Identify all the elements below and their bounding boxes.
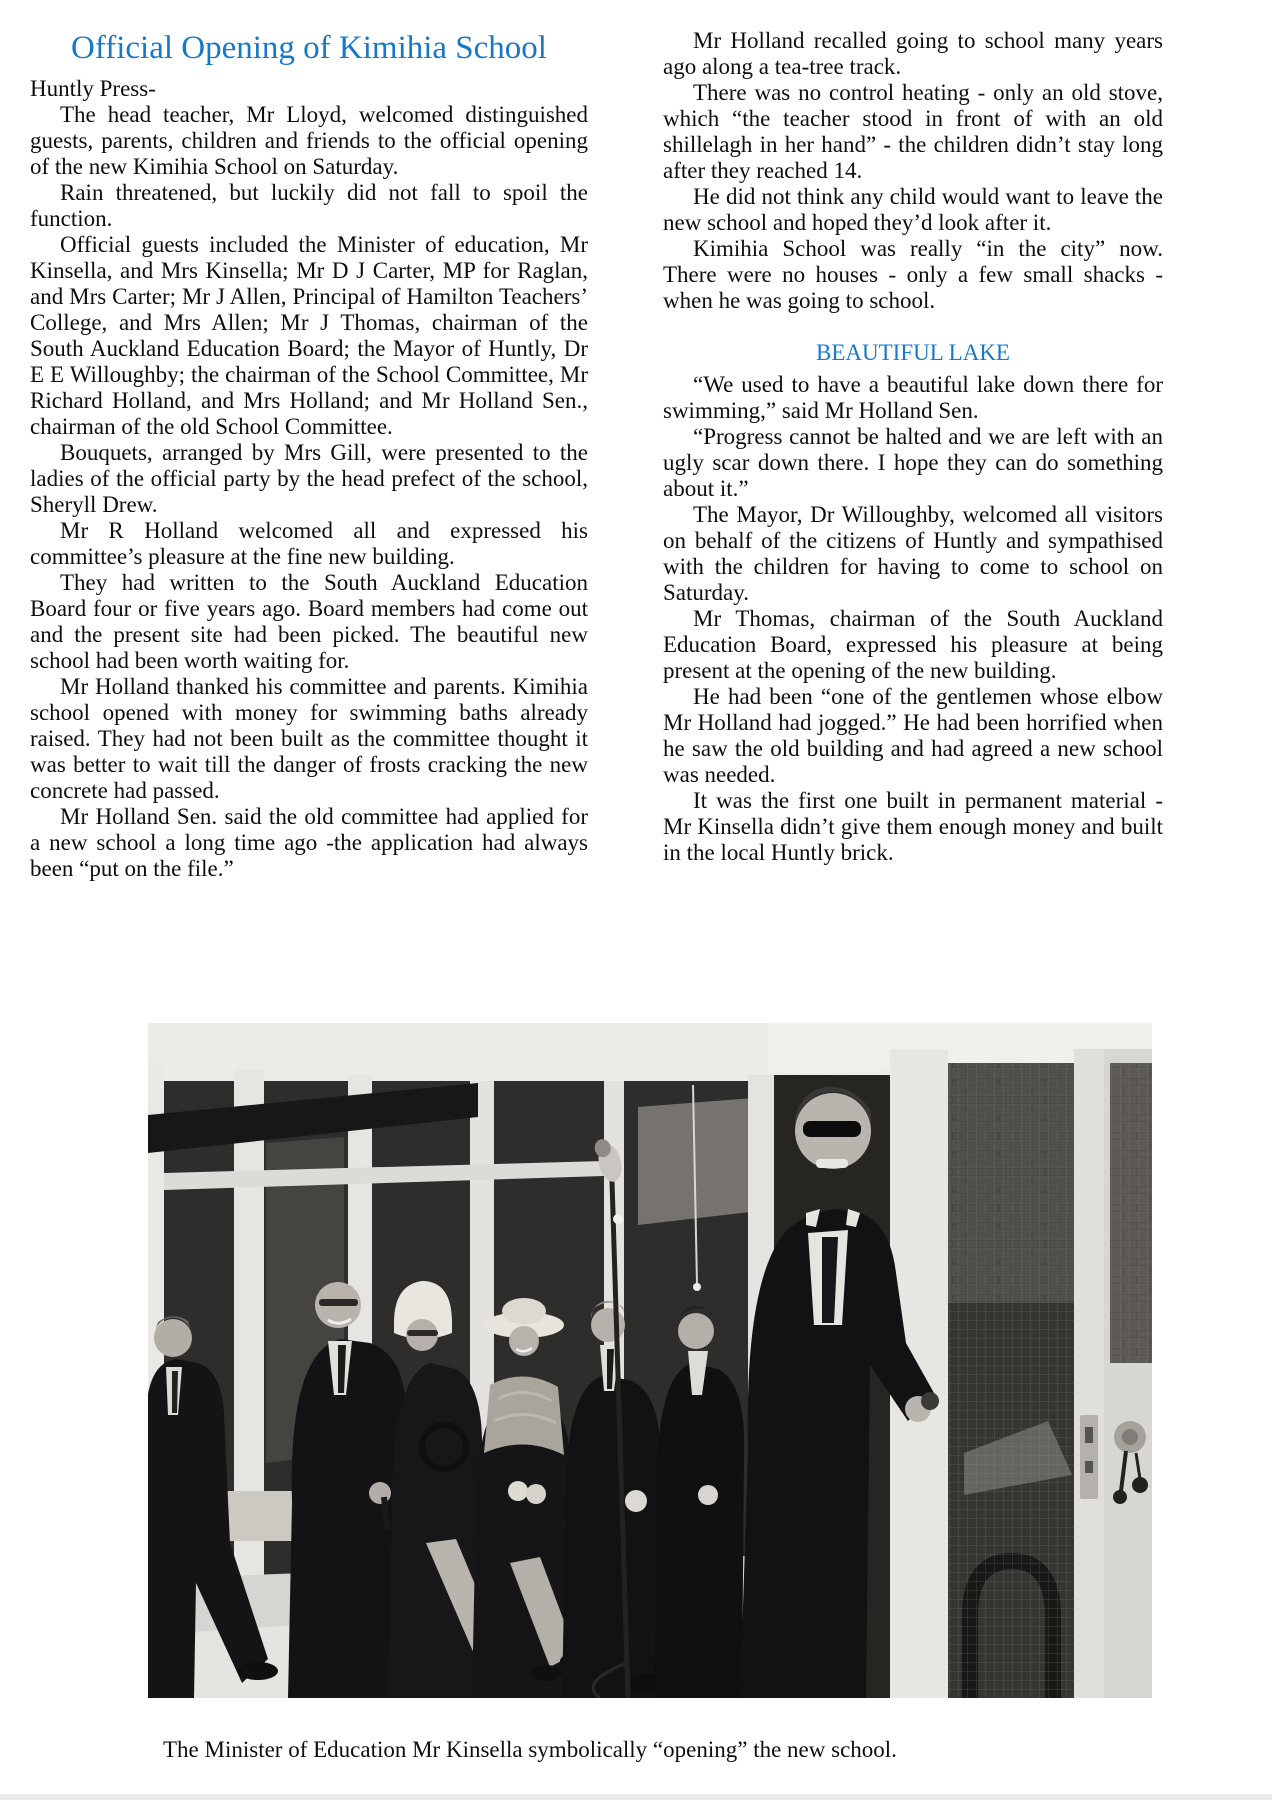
glass-door (890, 1049, 1152, 1698)
photo-caption: The Minister of Education Mr Kinsella symbolically “opening” the new school. (163, 1737, 897, 1762)
paragraph: Official guests included the Minister of education, Mr Kinsella, and Mrs Kinsella; Mr D J Carter, MP for Raglan, and Mrs Carter; Mr J Allen, Principal of Hamilton Teachers’ College, and Mrs Allen; Mr J Thomas, chairman of the South Auckland Education Board; the Mayor of Huntly, Dr E E Willoughby; the chairman of the School Committee, Mr Richard Holland, and Mrs Holland; and Mr Holland Sen., chairman of the old School Committee. (30, 232, 588, 439)
paragraph: Mr Thomas, chairman of the South Auckland Education Board, expressed his pleasure at being present at the opening of the new building. (663, 606, 1163, 683)
byline: Huntly Press- (30, 76, 156, 101)
left-column (30, 76, 588, 882)
paragraph: Mr R Holland welcomed all and expressed his committee’s pleasure at the fine new building. (30, 518, 588, 569)
photo-illustration (148, 1023, 1152, 1698)
paragraph: “We used to have a beautiful lake down there for swimming,” said Mr Holland Sen. (663, 372, 1163, 423)
paragraph: “Progress cannot be halted and we are left with an ugly scar down there. I hope they can do something about it.” (663, 424, 1163, 501)
door-stile (1074, 1049, 1106, 1698)
smile (816, 1159, 848, 1168)
paragraph: They had written to the South Auckland Education Board four or five years ago. Board members had come out and the present site had been picked. The beautiful new school had been worth waiting for. (30, 570, 588, 673)
right-column (663, 28, 1163, 866)
paragraph: Kimihia School was really “in the city” now. There were no houses - only a few small shacks - when he was going to school. (663, 236, 1163, 313)
window-mullion (234, 1069, 264, 1629)
section-subheading: BEAUTIFUL LAKE (816, 340, 1010, 365)
paragraph: He had been “one of the gentlemen whose elbow Mr Holland had jogged.” He had been horrified when he saw the old building and had agreed a new school was needed. (663, 684, 1163, 787)
paragraph: Mr Holland thanked his committee and parents. Kimihia school opened with money for swimming baths already raised. They had not been built as the committee thought it was better to wait till the danger of frosts cracking the new concrete had passed. (30, 674, 588, 803)
sunglasses (803, 1121, 861, 1137)
paragraph: The Mayor, Dr Willoughby, welcomed all visitors on behalf of the citizens of Huntly and sympathised with the children for having to come to school on Saturday. (663, 502, 1163, 605)
page-edge-artifact (0, 1794, 1272, 1800)
paragraph: Mr Holland recalled going to school many years ago along a tea-tree track. (663, 28, 1163, 79)
left-column-paragraphs (30, 102, 588, 882)
paragraph: He did not think any child would want to leave the new school and hoped they’d look after it. (663, 184, 1163, 235)
paragraph: It was the first one built in permanent material - Mr Kinsella didn’t give them enough money and built in the local Huntly brick. (663, 788, 1163, 865)
right-column-bottom-paragraphs (663, 372, 1163, 866)
article-title: Official Opening of Kimihia School (71, 30, 547, 66)
news-photo (148, 1023, 1152, 1698)
paragraph: Bouquets, arranged by Mrs Gill, were presented to the ladies of the official party by the head prefect of the school, Sheryll Drew. (30, 440, 588, 517)
right-column-top-paragraphs (663, 28, 1163, 314)
edge-knob (921, 1392, 939, 1410)
paragraph: The head teacher, Mr Lloyd, welcomed distinguished guests, parents, children and friends to the official opening of the new Kimihia School on Saturday. (30, 102, 588, 179)
paragraph: There was no control heating - only an old stove, which “the teacher stood in front of with an old shillelagh in her hand” - the children didn’t stay long after they reached 14. (663, 80, 1163, 183)
paragraph: Mr Holland Sen. said the old committee had applied for a new school a long time ago -the application had always been “put on the file.” (30, 804, 588, 881)
paragraph: Rain threatened, but luckily did not fall to spoil the function. (30, 180, 588, 231)
